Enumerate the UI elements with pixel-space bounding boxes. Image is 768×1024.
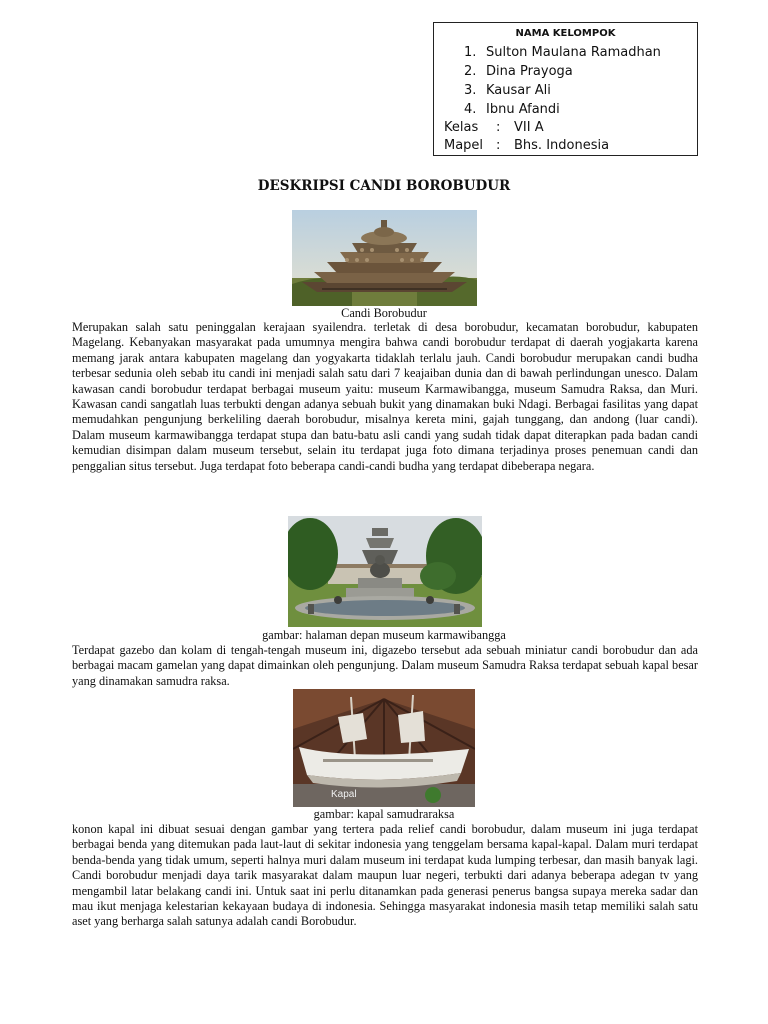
figure-caption: gambar: kapal samudraraksa — [313, 807, 455, 821]
mapel-label: Mapel — [444, 138, 484, 153]
ship-label: Kapal — [331, 789, 357, 800]
paragraph: Merupakan salah satu peninggalan kerajaan syailendra. terletak di desa borobudur, kecamatan borobudur, kabupaten Magelang. Kebanyakan masyarakat pada umumnya mengira bahwa candi borobudur terdapat di daerah yogjakarta karena memang jarak antara kabupaten magelang dan yogyakarta tidaklah terlalu jauh. Candi borobudur merupakan candi budha terbesar sedunia oleh sebab itu candi ini menjadi salah satu dari 7 keajaiban dunia dan di bawah perlindungan unesco. Dalam kawasan candi borobudur terdapat berbagai museum yaitu: museum Karmawibangga, museum Samudra Raksa, dan Muri. Kawasan candi sangatlah luas terbukti dengan adanya sebuah bukit yang dinamakan buki Ndagi. Berbagai fasilitas yang dapat memudahkan pengunjung berkeliling daerah borobudur, misalnya kereta mini, gajah tunggang, dan andong (luar candi). Dalam museum karmawibangga terdapat stupa dan batu-batu asli candi yang sudah tidak dapat diterapkan pada badan candi kemudian disimpan dalam museum tersebut, selain itu terdapat juga foto dimana terjadinya proses penemuan candi dan penggalian situs tersebut. Juga terdapat foto beberapa candi-candi budha yang terdapat dibeberapa negara. — [72, 320, 698, 473]
group-info-box — [433, 22, 698, 156]
kelas-value: VII A — [514, 120, 544, 135]
page-title: DESKRIPSI CANDI BOROBUDUR — [257, 178, 511, 194]
member-name: Kausar Ali — [486, 83, 551, 98]
figure-caption: Candi Borobudur — [341, 306, 427, 320]
member-item: 3. Kausar Ali — [464, 83, 551, 98]
member-item: 1. Sulton Maulana Ramadhan — [464, 45, 661, 60]
group-heading: NAMA KELOMPOK — [515, 28, 616, 39]
kelas-label: Kelas — [444, 120, 479, 135]
kelas-row: Kelas : VII A — [444, 120, 544, 135]
mapel-row: Mapel : Bhs. Indonesia — [444, 138, 610, 153]
member-name: Dina Prayoga — [486, 64, 573, 79]
museum-garden-photo — [288, 516, 482, 627]
mapel-value: Bhs. Indonesia — [514, 138, 610, 153]
paragraph: Terdapat gazebo dan kolam di tengah-tengah museum ini, digazebo tersebut ada sebuah miniatur candi borobudur dan ada berbagai macam gamelan yang dapat dimainkan oleh pengunjung. Dalam museum Samudra Raksa terdapat sebuah kapal besar yang dinamakan samudra raksa. — [72, 643, 698, 688]
member-name: Sulton Maulana Ramadhan — [486, 45, 661, 60]
member-item: 4. Ibnu Afandi — [464, 102, 560, 117]
figure-caption: gambar: halaman depan museum karmawibangga — [262, 628, 506, 642]
member-name: Ibnu Afandi — [486, 102, 560, 117]
member-list — [464, 43, 661, 119]
borobudur-photo — [292, 210, 477, 306]
ship-photo — [293, 689, 475, 807]
paragraph: konon kapal ini dibuat sesuai dengan gambar yang tertera pada relief candi borobudur, dalam museum ini juga terdapat berbagai benda yang ditemukan pada laut-laut di sekitar indonesia yang tenggelam bersama kapal-kapal. Dalam muri terdapat benda-benda yang tidak umum, seperti halnya muri dalam museum ini terdapat kuda lumping terbesar, dan masih banyak lagi. Candi borobudur menjadi daya tarik masyarakat dalam maupun luar negeri, terbukti dari adanya beberapa adegan tv yang mengambil latar belakang candi ini. Untuk saat ini perlu ditanamkan pada generasi penerus bangsa supaya mereka sadar dan mau ikut menjaga kelestarian kekayaan budaya di indonesia. Sehingga masyarakat indonesia masih tetap memiliki salah satu aset yang berharga salah satunya adalah candi Borobudur. — [72, 822, 698, 929]
member-item: 2. Dina Prayoga — [464, 64, 573, 79]
